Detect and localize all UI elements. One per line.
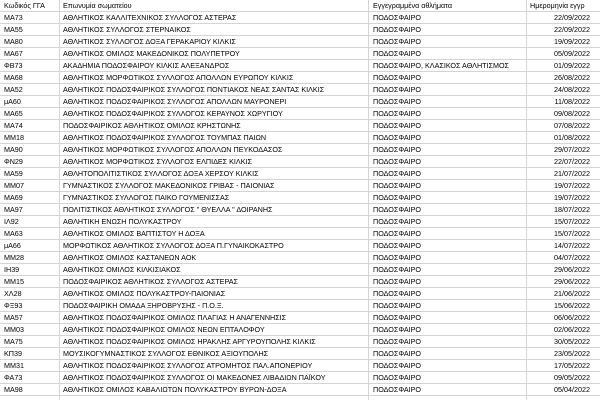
date-cell[interactable]: 05/09/2022 [554,49,590,58]
date-cell[interactable]: 21/07/2022 [554,169,590,178]
sport-cell[interactable]: ΠΟΔΟΣΦΑΙΡΟ [373,49,422,58]
name-cell[interactable]: ΑΘΛΗΤΟΠΟΛΙΤΙΣΤΙΚΟΣ ΣΥΛΛΟΓΟΣ ΔΟΞΑ ΧΕΡΣΟΥ ΚΙΛΚΙΣ [63,169,259,178]
sport-cell[interactable]: ΠΟΔΟΣΦΑΙΡΟ [373,265,422,274]
table-row [0,252,600,264]
table-row [0,240,600,252]
name-cell[interactable]: ΑΘΛΗΤΙΚΟΣ ΠΟΔΟΣΦΑΙΡΙΚΟΣ ΣΥΛΛΟΓΟΣ ΠΟΝΤΙΑΚΟΣ ΝΕΑΣ ΣΑΝΤΑΣ ΚΙΛΚΙΣ [63,85,325,94]
name-cell[interactable]: ΑΘΛΗΤΙΚΟΣ ΟΜΙΛΟΣ ΚΑΒΑΛΙΩΤΩΝ ΠΟΛΥΚΑΣΤΡΟΥ ΒΥΡΩΝ-ΔΟΞΑ [63,385,287,394]
sport-cell[interactable]: ΠΟΔΟΣΦΑΙΡΟ [373,313,422,322]
sport-cell[interactable]: ΠΟΔΟΣΦΑΙΡΟ [373,133,422,142]
table-row [0,12,600,24]
name-cell[interactable]: ΑΘΛΗΤΙΚΟΣ ΟΜΙΛΟΣ ΚΙΛΚΙΣΙΑΚΟΣ [63,265,181,274]
date-cell[interactable]: 18/07/2022 [554,205,590,214]
sport-cell[interactable]: ΠΟΔΟΣΦΑΙΡΟ [373,145,422,154]
date-cell[interactable]: 17/05/2022 [554,361,590,370]
sport-cell[interactable]: ΠΟΔΟΣΦΑΙΡΟ [373,217,422,226]
date-cell[interactable]: 01/08/2022 [554,133,590,142]
sport-cell[interactable]: ΠΟΔΟΣΦΑΙΡΟ [373,109,422,118]
sport-cell[interactable]: ΠΟΔΟΣΦΑΙΡΟ [373,37,422,46]
sport-cell[interactable]: ΠΟΔΟΣΦΑΙΡΟ, ΚΛΑΣΙΚΟΣ ΑΘΛΗΤΙΣΜΟΣ [373,61,509,70]
date-cell[interactable]: 22/07/2022 [554,157,590,166]
table-row [0,180,600,192]
name-cell[interactable]: ΑΘΛΗΤΙΚΟΣ ΜΟΡΦΩΤΙΚΟΣ ΣΥΛΛΟΓΟΣ ΑΠΟΛΛΩΝ ΠΕΥΚΟΔΑΣΟΣ [63,145,283,154]
table-row [0,132,600,144]
table-row [0,72,600,84]
sport-cell[interactable]: ΠΟΔΟΣΦΑΙΡΟ [373,277,422,286]
code-cell[interactable]: ΜΜ31 [4,361,24,370]
date-cell[interactable]: 21/06/2022 [554,289,590,298]
date-cell[interactable]: 30/05/2022 [554,337,590,346]
table-row [0,84,600,96]
table-row [0,360,600,372]
sport-cell[interactable]: ΠΟΔΟΣΦΑΙΡΟ [373,229,422,238]
table-row [0,156,600,168]
table-row [0,312,600,324]
name-cell[interactable]: ΑΘΛΗΤΙΚΟΣ ΟΜΙΛΟΣ ΒΑΠΤΙΣΤΟΥ Η ΔΟΞΑ [63,229,205,238]
date-cell[interactable]: 15/07/2022 [554,217,590,226]
code-cell[interactable]: ΜΑ55 [4,25,23,34]
date-cell[interactable]: 09/08/2022 [554,109,590,118]
code-cell[interactable]: ΜΑ69 [4,193,23,202]
sport-cell[interactable]: ΠΟΔΟΣΦΑΙΡΟ [373,361,422,370]
date-cell[interactable]: 19/07/2022 [554,193,590,202]
table-row [0,204,600,216]
sport-cell[interactable]: ΠΟΔΟΣΦΑΙΡΟ [373,121,422,130]
header-row [0,0,600,12]
name-cell[interactable]: ΓΥΜΝΑΣΤΙΚΟΣ ΣΥΛΛΟΓΟΣ ΠΑΙΚΟ ΓΟΥΜΕΝΙΣΣΑΣ [63,193,230,202]
code-cell[interactable]: ΦΒ73 [4,61,23,70]
name-cell[interactable]: ΑΘΛΗΤΙΚΟΣ ΠΟΔΟΣΦΑΙΡΙΚΟΣ ΣΥΛΛΟΓΟΣ ΟΙ ΜΑΚΕΔΟΝΕΣ ΛΙΒΑΔΙΩΝ ΠΑΪΚΟΥ [63,373,326,382]
sport-cell[interactable]: ΠΟΔΟΣΦΑΙΡΟ [373,169,422,178]
name-cell[interactable]: ΑΘΛΗΤΙΚΗ ΕΝΩΣΗ ΠΟΛΥΚΑΣΤΡΟΥ [63,217,182,226]
date-cell[interactable]: 29/06/2022 [554,265,590,274]
date-cell[interactable]: 06/06/2022 [554,313,590,322]
date-cell[interactable]: 15/06/2022 [554,301,590,310]
code-cell[interactable]: ΜΑ67 [4,49,23,58]
code-cell[interactable]: ΦΑ73 [4,373,23,382]
sport-cell[interactable]: ΠΟΔΟΣΦΑΙΡΟ [373,13,422,22]
name-cell[interactable]: ΑΘΛΗΤΙΚΟΣ ΚΑΛΛΙΤΕΧΝΙΚΟΣ ΣΥΛΛΟΓΟΣ ΑΣΤΕΡΑΣ [63,13,237,22]
name-cell[interactable]: ΑΘΛΗΤΙΚΟΣ ΜΟΡΦΩΤΙΚΟΣ ΣΥΛΛΟΓΟΣ ΑΠΟΛΛΩΝ ΕΥΡΩΠΟΥ ΚΙΛΚΙΣ [63,73,294,82]
table-row [0,24,600,36]
sport-cell[interactable]: ΠΟΔΟΣΦΑΙΡΟ [373,85,422,94]
code-cell[interactable]: ΜΑ90 [4,145,23,154]
table-row [0,60,600,72]
date-cell[interactable]: 01/09/2022 [554,61,590,70]
date-cell[interactable]: 14/07/2022 [554,241,590,250]
sport-cell[interactable]: ΠΟΔΟΣΦΑΙΡΟ [373,349,422,358]
code-cell[interactable]: ΜΑ57 [4,313,23,322]
table-row [0,108,600,120]
header-sports[interactable]: Εγγεγραμμένα αθλήματα [373,1,453,10]
code-cell[interactable]: ΙΗ39 [4,265,20,274]
code-cell[interactable]: ΜΑ97 [4,205,23,214]
code-cell[interactable]: ΜΜ28 [4,253,24,262]
name-cell[interactable]: ΠΟΔΟΣΦΑΙΡΙΚΟΣ ΑΘΛΗΤΙΚΟΣ ΟΜΙΛΟΣ ΚΡΗΣΤΩΝΗΣ [63,121,241,130]
name-cell[interactable]: ΠΟΛΙΤΙΣΤΙΚΟΣ ΑΘΛΗΤΙΚΟΣ ΣΥΛΛΟΓΟΣ " ΘΥΕΛΛΑ " ΔΟΙΡΑΝΗΣ [63,205,273,214]
code-cell[interactable]: ΜΑ59 [4,169,23,178]
sport-cell[interactable]: ΠΟΔΟΣΦΑΙΡΟ [373,205,422,214]
date-cell[interactable]: 07/08/2022 [554,121,590,130]
code-cell[interactable]: ΜΑ68 [4,73,23,82]
sport-cell[interactable]: ΠΟΔΟΣΦΑΙΡΟ [373,337,422,346]
sport-cell[interactable]: ΠΟΔΟΣΦΑΙΡΟ [373,325,422,334]
sport-cell[interactable]: ΠΟΔΟΣΦΑΙΡΟ [373,385,422,394]
sport-cell[interactable]: ΠΟΔΟΣΦΑΙΡΟ [373,193,422,202]
date-cell[interactable]: 23/05/2022 [554,349,590,358]
sport-cell[interactable]: ΠΟΔΟΣΦΑΙΡΟ [373,289,422,298]
table-row [0,48,600,60]
table-row [0,324,600,336]
code-cell[interactable]: ΦΝ29 [4,157,23,166]
table-row [0,228,600,240]
date-cell[interactable]: 29/06/2022 [554,277,590,286]
name-cell[interactable]: ΑΘΛΗΤΙΚΟΣ ΣΥΛΛΟΓΟΣ ΔΟΞΑ ΓΕΡΑΚΑΡΙΟΥ ΚΙΛΚΙΣ [63,37,236,46]
name-cell[interactable]: ΑΘΛΗΤΙΚΟΣ ΠΟΔΟΣΦΑΙΡΙΚΟΣ ΟΜΙΛΟΣ ΠΛΑΓΙΑΣ Η ΑΝΑΓΕΝΝΗΣΙΣ [63,313,287,322]
sport-cell[interactable]: ΠΟΔΟΣΦΑΙΡΟ [373,97,422,106]
date-cell[interactable]: 19/07/2022 [554,181,590,190]
code-cell[interactable]: ΜΜ15 [4,277,24,286]
name-cell[interactable]: ΑΘΛΗΤΙΚΟΣ ΠΟΔΟΣΦΑΙΡΙΚΟΣ ΣΥΛΛΟΓΟΣ ΑΤΡΟΜΗΤΟΣ ΠΑΛ.ΑΠΟΝΕΡΙΟΥ [63,361,313,370]
name-cell[interactable]: ΠΟΔΟΣΦΑΙΡΙΚΟΣ ΑΘΛΗΤΙΚΟΣ ΣΥΛΛΟΓΟΣ ΑΣΤΕΡΑΣ [63,277,238,286]
code-cell[interactable]: ΜΜ18 [4,133,24,142]
name-cell[interactable]: ΑΘΛΗΤΙΚΟΣ ΜΟΡΦΩΤΙΚΟΣ ΣΥΛΛΟΓΟΣ ΕΛΠΙΔΕΣ ΚΙΛΚΙΣ [63,157,252,166]
name-cell[interactable]: ΑΘΛΗΤΙΚΟΣ ΟΜΙΛΟΣ ΜΑΚΕΔΟΝΙΚΟΣ ΠΟΛΥΠΕΤΡΟΥ [63,49,240,58]
date-cell[interactable]: 15/07/2022 [554,229,590,238]
code-cell[interactable]: μΑ60 [4,97,21,106]
code-cell[interactable]: ΜΜ07 [4,181,24,190]
name-cell[interactable]: ΑΘΛΗΤΙΚΟΣ ΠΟΔΟΣΦΑΙΡΙΚΟΣ ΣΥΛΛΟΓΟΣ ΚΕΡΑΥΝΟΣ ΧΩΡΥΓΙΟΥ [63,109,283,118]
code-cell[interactable]: ΜΜ03 [4,325,24,334]
code-cell[interactable]: ΜΑ80 [4,37,23,46]
code-cell[interactable]: ΧΛ28 [4,289,22,298]
code-cell[interactable]: ΜΑ74 [4,121,23,130]
table-row [0,276,600,288]
name-cell[interactable]: ΠΟΔΟΣΦΑΙΡΙΚΗ ΟΜΑΔΑ ΞΗΡΟΒΡΥΣΗΣ - Π.Ο.Ξ. [63,301,224,310]
table-row [0,192,600,204]
table-row [0,336,600,348]
code-cell[interactable]: ΚΠ39 [4,349,22,358]
name-cell[interactable]: ΑΘΛΗΤΙΚΟΣ ΠΟΔΟΣΦΑΙΡΙΚΟΣ ΟΜΙΛΟΣ ΗΡΑΚΛΗΣ ΑΡΓΥΡΟΥΠΟΛΗΣ ΚΙΛΚΙΣ [63,337,316,346]
code-cell[interactable]: ΜΑ98 [4,385,23,394]
table-row [0,36,600,48]
header-code[interactable]: Κωδικός ΓΓΑ [4,1,45,10]
table-row [0,168,600,180]
date-cell[interactable]: 11/08/2022 [554,97,590,106]
name-cell[interactable]: ΓΥΜΝΑΣΤΙΚΟΣ ΣΥΛΛΟΓΟΣ ΜΑΚΕΔΟΝΙΚΟΣ ΓΡΙΒΑΣ - ΠΑΙΟΝΙΑΣ [63,181,275,190]
code-cell[interactable]: ΜΑ52 [4,85,23,94]
name-cell[interactable]: ΑΘΛΗΤΙΚΟΣ ΟΜΙΛΟΣ ΚΑΣΤΑΝΕΩΝ ΑΟΚ [63,253,197,262]
table-row [0,96,600,108]
code-cell[interactable]: ΜΑ75 [4,337,23,346]
code-cell[interactable]: ΜΑ63 [4,229,23,238]
sport-cell[interactable]: ΠΟΔΟΣΦΑΙΡΟ [373,241,422,250]
header-name[interactable]: Επωνυμία σωματείου [63,1,132,10]
code-cell[interactable]: ΜΑ65 [4,109,23,118]
date-cell[interactable]: 02/06/2022 [554,325,590,334]
name-cell[interactable]: ΑΘΛΗΤΙΚΟΣ ΟΜΙΛΟΣ ΠΟΛΥΚΑΣΤΡΟΥ-ΠΑΙΟΝΙΑΣ [63,289,226,298]
table-row [0,264,600,276]
table-row [0,288,600,300]
sport-cell[interactable]: ΠΟΔΟΣΦΑΙΡΟ [373,253,422,262]
table-row [0,300,600,312]
code-cell[interactable]: ΙΛ92 [4,217,19,226]
code-cell[interactable]: ΦΞ93 [4,301,23,310]
name-cell[interactable]: ΑΘΛΗΤΙΚΟΣ ΠΟΔΟΣΦΑΙΡΙΚΟΣ ΣΥΛΛΟΓΟΣ ΤΟΥΜΠΑΣ ΠΑΙΩΝ [63,133,267,142]
sport-cell[interactable]: ΠΟΔΟΣΦΑΙΡΟ [373,157,422,166]
date-cell[interactable]: 26/08/2022 [554,73,590,82]
code-cell[interactable]: μΑ66 [4,241,21,250]
name-cell[interactable]: ΑΘΛΗΤΙΚΟΣ ΠΟΔΟΣΦΑΙΡΙΚΟΣ ΣΥΛΛΟΓΟΣ ΑΠΟΛΛΩΝ ΜΑΥΡΟΝΕΡΙ [63,97,287,106]
date-cell[interactable]: 22/09/2022 [554,25,590,34]
sport-cell[interactable]: ΠΟΔΟΣΦΑΙΡΟ [373,25,422,34]
sport-cell[interactable]: ΠΟΔΟΣΦΑΙΡΟ [373,373,422,382]
table-row [0,144,600,156]
name-cell[interactable]: ΜΟΡΦΩΤΙΚΟΣ ΑΘΛΗΤΙΚΟΣ ΣΥΛΛΟΓΟΣ ΔΟΞΑ Π.ΓΥΝΑΙΚΟΚΑΣΤΡΟ [63,241,284,250]
table-row [0,384,600,396]
code-cell[interactable]: ΜΑ73 [4,13,23,22]
name-cell[interactable]: ΑΚΑΔΗΜΙΑ ΠΟΔΟΣΦΑΙΡΟΥ ΚΙΛΚΙΣ ΑΛΕΞΑΝΔΡΟΣ [63,61,230,70]
date-cell[interactable]: 24/08/2022 [554,85,590,94]
sport-cell[interactable]: ΠΟΔΟΣΦΑΙΡΟ [373,301,422,310]
date-cell[interactable]: 09/05/2022 [554,373,590,382]
date-cell[interactable]: 05/04/2022 [554,385,590,394]
header-date[interactable]: Ημερομηνία εγγρ [530,1,585,10]
date-cell[interactable]: 22/09/2022 [554,13,590,22]
name-cell[interactable]: ΑΘΛΗΤΙΚΟΣ ΠΟΔΟΣΦΑΙΡΙΚΟΣ ΟΜΙΛΟΣ ΝΕΩΝ ΕΠΤΑΛΟΦΟΥ [63,325,265,334]
table-row [0,216,600,228]
table-row [0,348,600,360]
name-cell[interactable]: ΜΟΥΣΙΚΟΓΥΜΝΑΣΤΙΚΟΣ ΣΥΛΛΟΓΟΣ ΕΘΝΙΚΟΣ ΑΞΙΟΥΠΟΛΗΣ [63,349,269,358]
sport-cell[interactable]: ΠΟΔΟΣΦΑΙΡΟ [373,181,422,190]
table-row [0,372,600,384]
table-row [0,120,600,132]
name-cell[interactable]: ΑΘΛΗΤΙΚΟΣ ΣΥΛΛΟΓΟΣ ΣΤΕΡΝΑΙΚΟΣ [63,25,191,34]
date-cell[interactable]: 29/07/2022 [554,145,590,154]
date-cell[interactable]: 04/07/2022 [554,253,590,262]
sport-cell[interactable]: ΠΟΔΟΣΦΑΙΡΟ [373,73,422,82]
date-cell[interactable]: 19/09/2022 [554,37,590,46]
